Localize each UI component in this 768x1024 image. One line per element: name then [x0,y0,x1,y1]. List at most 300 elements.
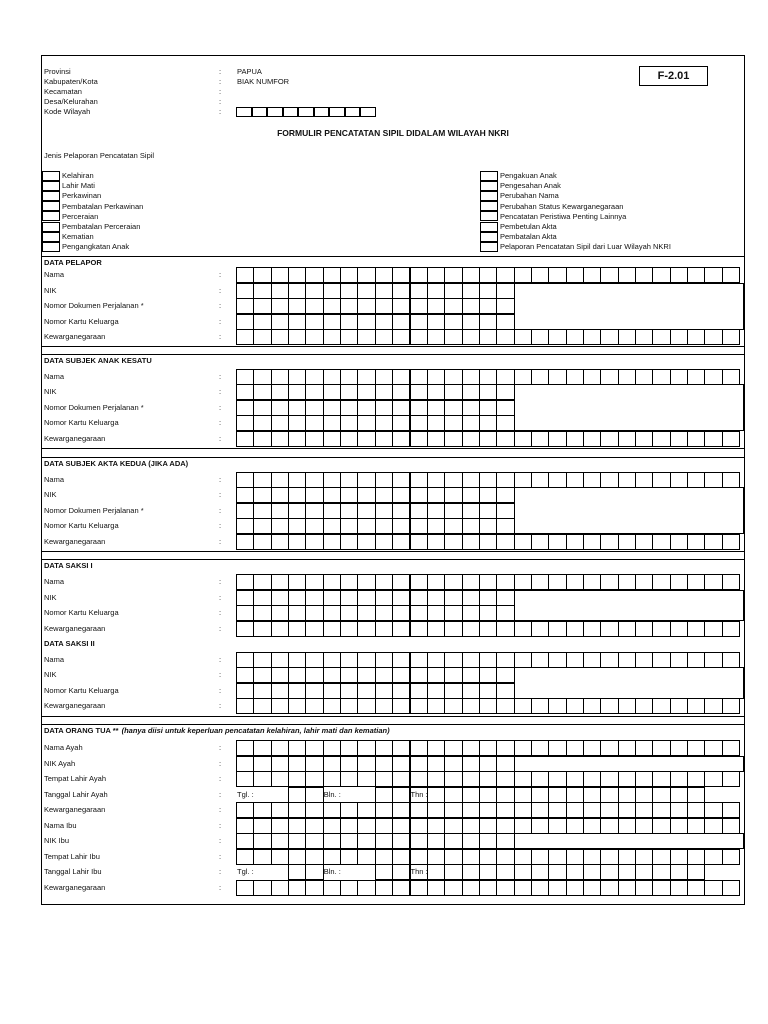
input-cell[interactable] [392,667,410,683]
input-cell[interactable] [323,683,341,699]
input-cell[interactable] [392,518,410,534]
input-cell[interactable] [253,487,271,503]
input-cell[interactable] [271,667,289,683]
input-cell[interactable] [462,740,480,756]
input-cell[interactable] [583,652,601,668]
input-cell[interactable] [548,369,566,385]
input-cell[interactable] [392,698,410,714]
input-cell[interactable] [392,487,410,503]
input-cell[interactable] [357,590,375,606]
input-cell[interactable] [340,605,358,621]
input-cell[interactable] [305,590,323,606]
input-cell[interactable] [427,787,445,803]
input-cell[interactable] [323,534,341,550]
input-cell[interactable] [392,298,410,314]
input-cell[interactable] [410,534,428,550]
input-cell[interactable] [479,880,497,896]
input-cell[interactable] [236,415,254,431]
input-cell[interactable] [566,787,584,803]
input-cell[interactable] [253,400,271,416]
input-cell[interactable] [236,267,254,283]
input-cell[interactable] [323,314,341,330]
input-cell[interactable] [375,415,393,431]
input-cell[interactable] [305,314,323,330]
checkbox[interactable] [42,191,60,201]
input-cell[interactable] [236,518,254,534]
input-cell[interactable] [514,621,532,637]
input-cell[interactable] [444,683,462,699]
input-cell[interactable] [427,503,445,519]
input-cell[interactable] [253,503,271,519]
input-cell[interactable] [340,667,358,683]
input-cell[interactable] [635,621,653,637]
input-cell[interactable] [600,534,618,550]
input-cell[interactable] [427,415,445,431]
input-cell[interactable] [340,818,358,834]
input-cell[interactable] [514,698,532,714]
input-cell[interactable] [496,880,514,896]
input-cell[interactable] [479,283,497,299]
input-cell[interactable] [305,431,323,447]
input-cell[interactable] [496,652,514,668]
input-cell[interactable] [236,849,254,865]
input-cell[interactable] [253,667,271,683]
input-cell[interactable] [410,802,428,818]
input-cell[interactable] [687,771,705,787]
input-cell[interactable] [583,802,601,818]
input-cell[interactable] [392,314,410,330]
input-cell[interactable] [444,652,462,668]
input-cell[interactable] [704,802,722,818]
input-cell[interactable] [496,864,514,880]
input-cell[interactable] [253,472,271,488]
input-cell[interactable] [288,787,306,803]
input-cell[interactable] [462,369,480,385]
input-cell[interactable] [271,487,289,503]
input-cell[interactable] [392,756,410,772]
input-cell[interactable] [583,574,601,590]
input-cell[interactable] [410,667,428,683]
input-cell[interactable] [670,329,688,345]
input-cell[interactable] [479,298,497,314]
input-cell[interactable] [652,534,670,550]
input-cell[interactable] [271,518,289,534]
input-cell[interactable] [236,574,254,590]
input-cell[interactable] [618,802,636,818]
input-cell[interactable] [375,621,393,637]
input-cell[interactable] [357,698,375,714]
input-cell[interactable] [305,369,323,385]
input-cell[interactable] [479,833,497,849]
input-cell[interactable] [375,652,393,668]
input-cell[interactable] [722,574,740,590]
input-cell[interactable] [357,534,375,550]
input-cell[interactable] [687,880,705,896]
input-cell[interactable] [357,415,375,431]
input-cell[interactable] [479,740,497,756]
input-cell[interactable] [427,652,445,668]
input-cell[interactable] [514,802,532,818]
input-cell[interactable] [340,698,358,714]
input-cell[interactable] [496,605,514,621]
input-cell[interactable] [600,472,618,488]
input-cell[interactable] [531,574,549,590]
input-cell[interactable] [375,314,393,330]
input-cell[interactable] [566,864,584,880]
input-cell[interactable] [427,518,445,534]
input-cell[interactable] [288,771,306,787]
input-cell[interactable] [444,314,462,330]
input-cell[interactable] [271,833,289,849]
input-cell[interactable] [427,667,445,683]
input-cell[interactable] [687,431,705,447]
input-cell[interactable] [444,384,462,400]
input-cell[interactable] [462,503,480,519]
input-cell[interactable] [722,621,740,637]
input-cell[interactable] [444,787,462,803]
input-cell[interactable] [357,267,375,283]
input-cell[interactable] [410,698,428,714]
input-cell[interactable] [479,472,497,488]
input-cell[interactable] [496,534,514,550]
input-cell[interactable] [253,849,271,865]
input-cell[interactable] [583,329,601,345]
input-cell[interactable] [618,740,636,756]
input-cell[interactable] [652,849,670,865]
input-cell[interactable] [496,472,514,488]
input-cell[interactable] [271,267,289,283]
input-cell[interactable] [271,574,289,590]
input-cell[interactable] [600,267,618,283]
input-cell[interactable] [305,283,323,299]
input-cell[interactable] [271,298,289,314]
input-cell[interactable] [566,472,584,488]
input-cell[interactable] [288,740,306,756]
input-cell[interactable] [236,667,254,683]
input-cell[interactable] [305,267,323,283]
input-cell[interactable] [271,534,289,550]
kode-wilayah-cell[interactable] [283,107,299,117]
input-cell[interactable] [288,534,306,550]
input-cell[interactable] [323,605,341,621]
input-cell[interactable] [427,880,445,896]
input-cell[interactable] [635,431,653,447]
input-cell[interactable] [722,880,740,896]
input-cell[interactable] [444,771,462,787]
input-cell[interactable] [375,771,393,787]
input-cell[interactable] [253,574,271,590]
input-cell[interactable] [305,652,323,668]
input-cell[interactable] [427,590,445,606]
input-cell[interactable] [618,472,636,488]
input-cell[interactable] [357,574,375,590]
input-cell[interactable] [305,771,323,787]
input-cell[interactable] [496,621,514,637]
input-cell[interactable] [479,652,497,668]
input-cell[interactable] [410,740,428,756]
input-cell[interactable] [271,605,289,621]
input-cell[interactable] [236,503,254,519]
input-cell[interactable] [670,787,688,803]
input-cell[interactable] [635,802,653,818]
input-cell[interactable] [722,472,740,488]
input-cell[interactable] [305,864,323,880]
input-cell[interactable] [288,472,306,488]
checkbox[interactable] [42,222,60,232]
input-cell[interactable] [670,740,688,756]
input-cell[interactable] [670,802,688,818]
input-cell[interactable] [410,818,428,834]
input-cell[interactable] [271,771,289,787]
input-cell[interactable] [583,472,601,488]
input-cell[interactable] [288,605,306,621]
input-cell[interactable] [340,314,358,330]
input-cell[interactable] [375,487,393,503]
input-cell[interactable] [357,431,375,447]
input-cell[interactable] [253,833,271,849]
checkbox[interactable] [480,222,498,232]
input-cell[interactable] [444,698,462,714]
input-cell[interactable] [670,574,688,590]
input-cell[interactable] [531,534,549,550]
input-cell[interactable] [410,415,428,431]
input-cell[interactable] [375,518,393,534]
input-cell[interactable] [618,267,636,283]
input-cell[interactable] [670,771,688,787]
input-cell[interactable] [670,621,688,637]
input-cell[interactable] [548,880,566,896]
input-cell[interactable] [548,740,566,756]
input-cell[interactable] [704,621,722,637]
input-cell[interactable] [288,314,306,330]
input-cell[interactable] [652,771,670,787]
input-cell[interactable] [410,283,428,299]
input-cell[interactable] [305,787,323,803]
input-cell[interactable] [410,771,428,787]
input-cell[interactable] [392,683,410,699]
input-cell[interactable] [236,329,254,345]
input-cell[interactable] [323,298,341,314]
input-cell[interactable] [462,518,480,534]
input-cell[interactable] [618,880,636,896]
input-cell[interactable] [392,818,410,834]
input-cell[interactable] [566,880,584,896]
input-cell[interactable] [410,487,428,503]
input-cell[interactable] [288,431,306,447]
input-cell[interactable] [514,369,532,385]
input-cell[interactable] [566,818,584,834]
input-cell[interactable] [340,518,358,534]
input-cell[interactable] [357,802,375,818]
input-cell[interactable] [722,740,740,756]
input-cell[interactable] [340,534,358,550]
input-cell[interactable] [722,698,740,714]
input-cell[interactable] [427,849,445,865]
input-cell[interactable] [427,574,445,590]
input-cell[interactable] [687,849,705,865]
input-cell[interactable] [496,384,514,400]
input-cell[interactable] [704,652,722,668]
input-cell[interactable] [618,698,636,714]
input-cell[interactable] [462,864,480,880]
input-cell[interactable] [288,329,306,345]
input-cell[interactable] [479,574,497,590]
input-cell[interactable] [496,667,514,683]
input-cell[interactable] [479,400,497,416]
input-cell[interactable] [531,472,549,488]
input-cell[interactable] [375,431,393,447]
input-cell[interactable] [635,771,653,787]
input-cell[interactable] [253,802,271,818]
input-cell[interactable] [618,818,636,834]
input-cell[interactable] [462,384,480,400]
checkbox[interactable] [480,211,498,221]
input-cell[interactable] [635,818,653,834]
input-cell[interactable] [600,621,618,637]
input-cell[interactable] [410,298,428,314]
input-cell[interactable] [253,818,271,834]
input-cell[interactable] [392,849,410,865]
checkbox[interactable] [42,181,60,191]
input-cell[interactable] [288,880,306,896]
input-cell[interactable] [357,503,375,519]
input-cell[interactable] [340,771,358,787]
input-cell[interactable] [479,605,497,621]
input-cell[interactable] [548,787,566,803]
input-cell[interactable] [357,400,375,416]
input-cell[interactable] [236,472,254,488]
input-cell[interactable] [323,621,341,637]
input-cell[interactable] [236,298,254,314]
input-cell[interactable] [548,698,566,714]
input-cell[interactable] [323,415,341,431]
input-cell[interactable] [462,283,480,299]
input-cell[interactable] [271,590,289,606]
input-cell[interactable] [600,574,618,590]
input-cell[interactable] [479,534,497,550]
input-cell[interactable] [670,652,688,668]
input-cell[interactable] [531,864,549,880]
input-cell[interactable] [635,329,653,345]
input-cell[interactable] [496,787,514,803]
input-cell[interactable] [548,849,566,865]
input-cell[interactable] [323,590,341,606]
input-cell[interactable] [444,818,462,834]
input-cell[interactable] [375,849,393,865]
input-cell[interactable] [288,802,306,818]
input-cell[interactable] [444,590,462,606]
input-cell[interactable] [392,590,410,606]
input-cell[interactable] [357,667,375,683]
input-cell[interactable] [410,503,428,519]
input-cell[interactable] [305,574,323,590]
input-cell[interactable] [704,771,722,787]
input-cell[interactable] [444,574,462,590]
input-cell[interactable] [253,621,271,637]
input-cell[interactable] [635,534,653,550]
input-cell[interactable] [479,267,497,283]
input-cell[interactable] [305,298,323,314]
input-cell[interactable] [375,880,393,896]
input-cell[interactable] [462,472,480,488]
input-cell[interactable] [635,369,653,385]
input-cell[interactable] [600,698,618,714]
input-cell[interactable] [340,802,358,818]
input-cell[interactable] [531,787,549,803]
input-cell[interactable] [687,621,705,637]
input-cell[interactable] [305,740,323,756]
input-cell[interactable] [462,818,480,834]
input-cell[interactable] [566,574,584,590]
input-cell[interactable] [288,487,306,503]
input-cell[interactable] [618,849,636,865]
input-cell[interactable] [427,298,445,314]
input-cell[interactable] [271,369,289,385]
input-cell[interactable] [496,590,514,606]
input-cell[interactable] [462,667,480,683]
input-cell[interactable] [323,384,341,400]
input-cell[interactable] [652,431,670,447]
input-cell[interactable] [670,369,688,385]
input-cell[interactable] [704,267,722,283]
input-cell[interactable] [410,880,428,896]
input-cell[interactable] [392,880,410,896]
input-cell[interactable] [635,472,653,488]
input-cell[interactable] [323,329,341,345]
input-cell[interactable] [375,472,393,488]
input-cell[interactable] [236,756,254,772]
input-cell[interactable] [288,683,306,699]
input-cell[interactable] [340,574,358,590]
input-cell[interactable] [652,818,670,834]
input-cell[interactable] [479,818,497,834]
kode-wilayah-cell[interactable] [360,107,376,117]
input-cell[interactable] [271,621,289,637]
input-cell[interactable] [722,818,740,834]
input-cell[interactable] [410,329,428,345]
input-cell[interactable] [583,880,601,896]
input-cell[interactable] [583,267,601,283]
input-cell[interactable] [253,880,271,896]
input-cell[interactable] [253,384,271,400]
input-cell[interactable] [704,818,722,834]
input-cell[interactable] [635,698,653,714]
input-cell[interactable] [496,503,514,519]
input-cell[interactable] [652,740,670,756]
input-cell[interactable] [479,864,497,880]
input-cell[interactable] [496,329,514,345]
input-cell[interactable] [566,369,584,385]
input-cell[interactable] [305,384,323,400]
input-cell[interactable] [462,880,480,896]
input-cell[interactable] [600,864,618,880]
input-cell[interactable] [514,864,532,880]
input-cell[interactable] [566,267,584,283]
input-cell[interactable] [253,534,271,550]
input-cell[interactable] [375,605,393,621]
input-cell[interactable] [305,487,323,503]
input-cell[interactable] [340,621,358,637]
input-cell[interactable] [635,652,653,668]
input-cell[interactable] [357,487,375,503]
input-cell[interactable] [305,802,323,818]
input-cell[interactable] [670,818,688,834]
input-cell[interactable] [340,487,358,503]
input-cell[interactable] [496,487,514,503]
input-cell[interactable] [357,756,375,772]
input-cell[interactable] [652,880,670,896]
input-cell[interactable] [583,369,601,385]
